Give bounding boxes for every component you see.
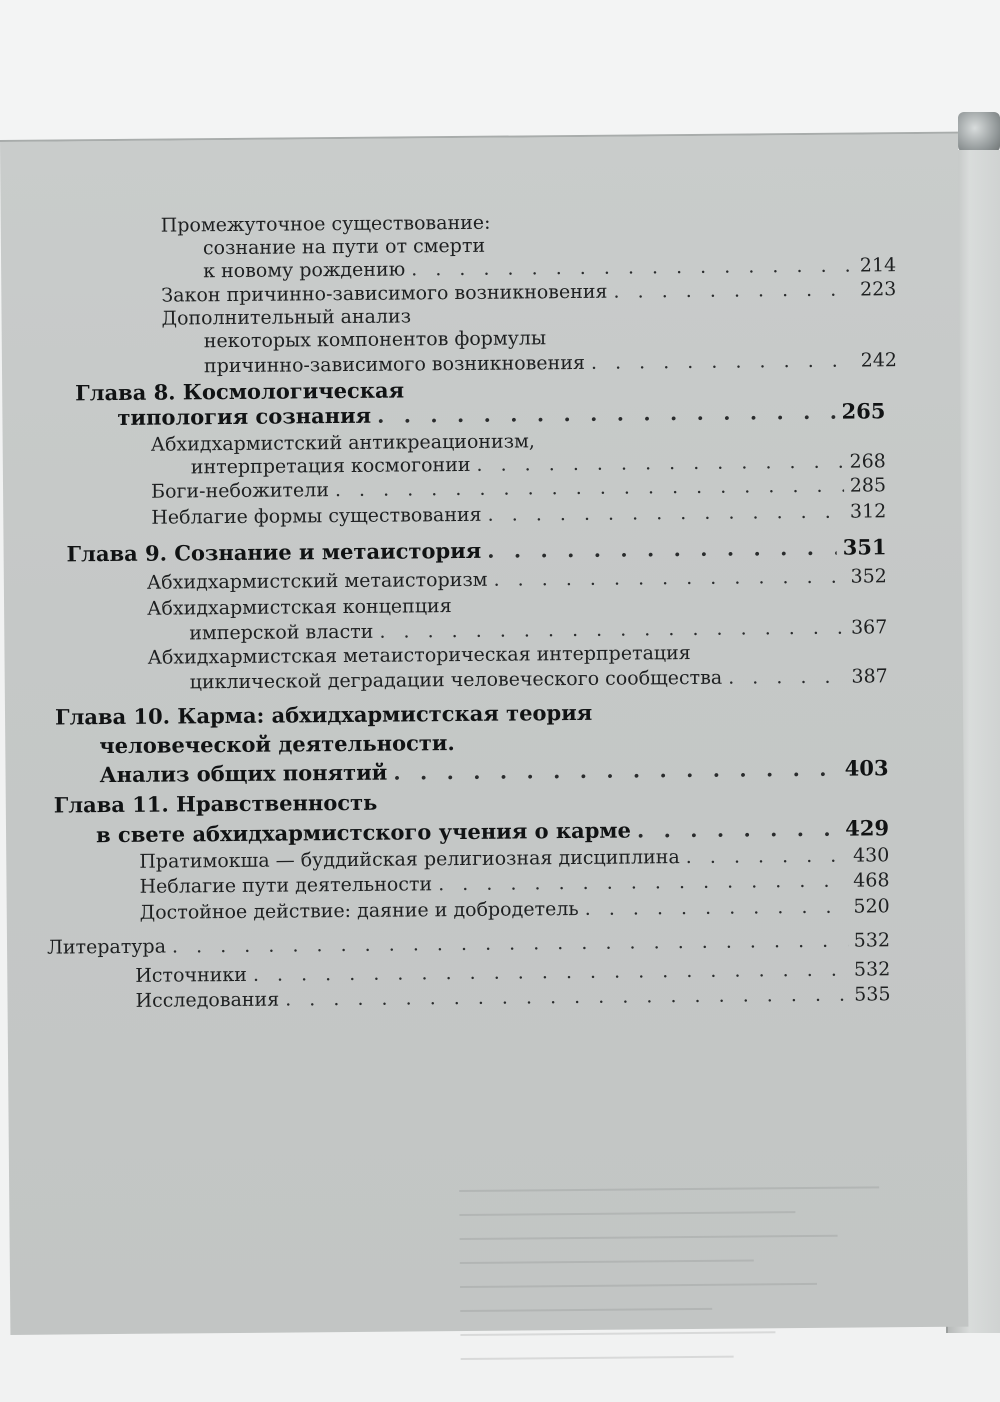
chapter-title: человеческой деятельности. <box>99 730 455 759</box>
toc-entry-text: сознание на пути от смерти <box>202 234 486 260</box>
toc-entry-text: Боги-небожители <box>150 479 330 503</box>
toc-entry-text: Абхидхармистский антикреационизм, <box>150 430 535 456</box>
show-through-text <box>459 1164 881 1398</box>
page-number: 367 <box>850 616 888 639</box>
page-number: 214 <box>859 254 897 277</box>
toc-entry-text: к новому рождению <box>203 258 406 283</box>
leader-dots <box>172 930 848 959</box>
page-number: 312 <box>849 500 887 523</box>
leader-dots <box>476 451 843 477</box>
chapter-title: Глава 11. Нравственность <box>53 789 378 818</box>
toc-entry-worthy-action <box>140 895 890 925</box>
toc-entry-intermediate-existence <box>161 208 897 283</box>
leader-dots <box>493 566 844 592</box>
page-number: 532 <box>853 958 891 981</box>
page-number: 403 <box>844 755 889 781</box>
toc-entry-text: Исследования <box>135 988 280 1012</box>
leader-dots <box>411 255 854 282</box>
toc-entry-text: Неблагие формы существования <box>151 503 482 529</box>
chapter-title: Глава 10. Карма: абхидхармистская теория <box>54 699 593 730</box>
leader-dots <box>613 279 854 304</box>
leader-dots <box>393 756 839 785</box>
chapter-title: Глава 8. Космологическая <box>75 377 405 406</box>
toc-entry-research <box>135 983 890 1013</box>
toc-entry-text: Пратимокша — буддийская религиозная дисциплина <box>139 846 680 873</box>
toc-entry-metahistorism <box>147 565 887 594</box>
leader-dots <box>686 845 847 869</box>
toc-entry-unwholesome-forms <box>151 500 886 529</box>
toc-chapter-10 <box>55 697 889 787</box>
page-number: 468 <box>853 869 890 892</box>
toc-entry-text: циклической деградации человеческого сообщества <box>189 666 723 694</box>
page-number: 265 <box>841 398 886 424</box>
toc-entry-text: имперской власти <box>189 620 374 645</box>
chapter-title: типология сознания <box>117 402 372 430</box>
chapter-title: в свете абхидхармистского учения о карме <box>95 817 632 848</box>
leader-dots <box>591 350 855 375</box>
toc-entry-text: Источники <box>135 963 247 987</box>
page-number: 429 <box>845 815 890 841</box>
background-surface <box>0 0 1000 150</box>
toc-entry-text: Абхидхармистский метаисторизм <box>146 568 488 594</box>
page-number: 532 <box>853 929 891 952</box>
toc-entry-unwholesome-paths <box>139 869 889 899</box>
toc-entry-cyclic-degradation <box>147 640 887 694</box>
table-of-contents <box>0 134 968 1335</box>
leader-dots <box>488 501 845 527</box>
leader-dots <box>335 475 844 502</box>
leader-dots <box>377 399 836 428</box>
toc-entry-text: Абхидхармистская метаисторическая интерпретация <box>147 641 691 669</box>
leader-dots <box>728 666 845 690</box>
toc-entry-text: Промежуточное существование: <box>160 211 491 237</box>
toc-entry-imperial-power <box>147 591 887 645</box>
toc-entry-additional-analysis <box>161 301 897 378</box>
toc-entry-text: причинно-зависимого возникновения <box>203 351 586 378</box>
leader-dots <box>637 816 839 843</box>
toc-entry-text: Литература <box>46 935 167 959</box>
page-number: 387 <box>851 665 888 688</box>
page-number: 352 <box>850 565 887 588</box>
page-number: 285 <box>849 474 887 497</box>
toc-entry-literature <box>47 929 890 959</box>
toc-entry-text: Достойное действие: даяние и добродетель <box>139 897 579 924</box>
page-number: 535 <box>854 983 891 1006</box>
page-number: 520 <box>853 895 890 918</box>
toc-chapter-11 <box>54 785 889 847</box>
toc-entry-anticreationism <box>151 427 886 479</box>
chapter-title: Глава 9. Сознание и метаистория <box>66 537 482 567</box>
leader-dots <box>438 870 847 897</box>
leader-dots <box>487 535 837 563</box>
toc-entry-text: интерпретация космогонии <box>190 453 471 479</box>
toc-entry-text: Дополнительный анализ <box>161 305 412 330</box>
leader-dots <box>585 896 848 921</box>
page-number: 268 <box>849 450 886 473</box>
toc-entry-text: Неблагие пути деятельности <box>139 873 433 898</box>
chapter-title: Анализ общих понятий <box>99 759 388 788</box>
leader-dots <box>253 959 848 987</box>
page-number: 242 <box>860 349 898 372</box>
toc-entry-text: некоторых компонентов формулы <box>203 327 547 353</box>
leader-dots <box>285 984 848 1012</box>
toc-entry-text: Закон причинно-зависимого возникновения <box>161 280 608 307</box>
toc-chapter-8 <box>75 373 885 430</box>
page-number: 223 <box>859 278 897 301</box>
leader-dots <box>379 617 845 644</box>
page-number: 430 <box>852 844 890 867</box>
toc-entry-text: Абхидхармистская концепция <box>147 595 452 620</box>
page-number: 351 <box>842 534 887 560</box>
book-page <box>0 132 968 1335</box>
toc-chapter-9 <box>67 534 887 566</box>
binding-screw <box>958 112 1000 152</box>
